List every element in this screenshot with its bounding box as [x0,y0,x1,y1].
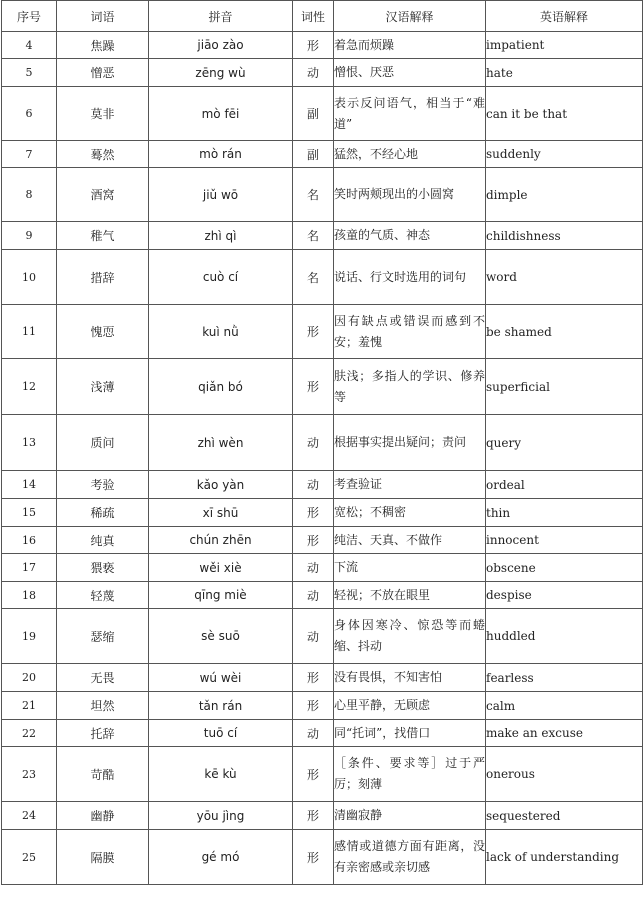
row-chinese-definition: 身体因寒冷、惊恐等而蜷缩、抖动 [334,609,486,664]
row-english-definition: calm [486,692,643,720]
row-english-definition: word [486,250,643,305]
row-part-of-speech: 形 [293,32,334,59]
row-chinese-definition: 清幽寂静 [334,802,486,830]
row-english-definition: be shamed [486,305,643,359]
row-pinyin: zhì qì [149,222,293,250]
row-number: 11 [2,305,57,359]
row-part-of-speech: 形 [293,359,334,415]
row-pinyin: sè suō [149,609,293,664]
table-row [2,168,643,222]
row-chinese-definition: 下流 [334,554,486,582]
row-english-definition: superficial [486,359,643,415]
table-row [2,554,643,582]
row-word: 蓦然 [57,141,149,168]
row-part-of-speech: 形 [293,692,334,720]
row-word: 愧恧 [57,305,149,359]
row-part-of-speech: 形 [293,499,334,527]
row-english-definition: thin [486,499,643,527]
row-number: 17 [2,554,57,582]
row-pinyin: gé mó [149,830,293,885]
row-english-definition: hate [486,59,643,87]
row-part-of-speech: 形 [293,802,334,830]
row-word: 质问 [57,415,149,471]
row-word: 措辞 [57,250,149,305]
table-row [2,415,643,471]
table-row [2,582,643,609]
row-word: 幽静 [57,802,149,830]
row-number: 10 [2,250,57,305]
row-word: 轻蔑 [57,582,149,609]
row-part-of-speech: 名 [293,222,334,250]
row-part-of-speech: 副 [293,87,334,141]
table-row [2,87,643,141]
row-part-of-speech: 动 [293,720,334,747]
header-number: 序号 [2,1,57,32]
row-pinyin: tǎn rán [149,692,293,720]
row-part-of-speech: 动 [293,471,334,499]
table-row [2,59,643,87]
row-pinyin: wú wèi [149,664,293,692]
row-part-of-speech: 副 [293,141,334,168]
row-word: 浅薄 [57,359,149,415]
row-english-definition: make an excuse [486,720,643,747]
row-chinese-definition: 心里平静，无顾虑 [334,692,486,720]
row-pinyin: xī shū [149,499,293,527]
row-number: 5 [2,59,57,87]
header-word: 词语 [57,1,149,32]
header-english-definition: 英语解释 [486,1,643,32]
header-part-of-speech: 词性 [293,1,334,32]
row-chinese-definition: 着急而烦躁 [334,32,486,59]
row-number: 25 [2,830,57,885]
row-part-of-speech: 动 [293,59,334,87]
row-pinyin: mò rán [149,141,293,168]
row-number: 9 [2,222,57,250]
row-number: 14 [2,471,57,499]
row-word: 猥亵 [57,554,149,582]
row-word: 坦然 [57,692,149,720]
row-part-of-speech: 动 [293,609,334,664]
row-number: 22 [2,720,57,747]
row-word: 无畏 [57,664,149,692]
row-pinyin: zhì wèn [149,415,293,471]
row-word: 稀疏 [57,499,149,527]
row-pinyin: zēng wù [149,59,293,87]
table-row [2,32,643,59]
row-number: 23 [2,747,57,802]
header-row [2,1,643,32]
row-english-definition: ordeal [486,471,643,499]
row-pinyin: kuì nǜ [149,305,293,359]
row-chinese-definition: 说话、行文时选用的词句 [334,250,486,305]
row-number: 7 [2,141,57,168]
row-chinese-definition: 轻视；不放在眼里 [334,582,486,609]
table-row [2,802,643,830]
row-english-definition: huddled [486,609,643,664]
row-pinyin: chún zhēn [149,527,293,554]
row-chinese-definition: 宽松；不稠密 [334,499,486,527]
table-row [2,664,643,692]
row-english-definition: suddenly [486,141,643,168]
row-pinyin: qiǎn bó [149,359,293,415]
row-part-of-speech: 形 [293,527,334,554]
table-row [2,747,643,802]
row-word: 瑟缩 [57,609,149,664]
table-row [2,692,643,720]
row-chinese-definition: 因有缺点或错误而感到不安；羞愧 [334,305,486,359]
row-word: 莫非 [57,87,149,141]
row-chinese-definition: 没有畏惧，不知害怕 [334,664,486,692]
row-part-of-speech: 形 [293,664,334,692]
row-pinyin: cuò cí [149,250,293,305]
header-chinese-definition: 汉语解释 [334,1,486,32]
row-chinese-definition: ［条件、要求等］过于严厉；刻薄 [334,747,486,802]
table-row [2,471,643,499]
row-pinyin: kǎo yàn [149,471,293,499]
table-row [2,141,643,168]
row-number: 20 [2,664,57,692]
row-number: 13 [2,415,57,471]
row-word: 稚气 [57,222,149,250]
row-english-definition: lack of understanding [486,830,643,885]
row-chinese-definition: 根据事实提出疑问；责问 [334,415,486,471]
row-part-of-speech: 动 [293,415,334,471]
row-pinyin: kē kù [149,747,293,802]
row-word: 焦躁 [57,32,149,59]
row-english-definition: obscene [486,554,643,582]
row-part-of-speech: 名 [293,250,334,305]
table-row [2,720,643,747]
row-part-of-speech: 形 [293,747,334,802]
row-word: 苛酷 [57,747,149,802]
row-chinese-definition: 表示反问语气，相当于“难道” [334,87,486,141]
row-pinyin: yōu jìng [149,802,293,830]
row-english-definition: despise [486,582,643,609]
row-english-definition: query [486,415,643,471]
row-chinese-definition: 肤浅；多指人的学识、修养等 [334,359,486,415]
row-chinese-definition: 纯洁、天真、不做作 [334,527,486,554]
row-word: 憎恶 [57,59,149,87]
row-pinyin: wěi xiè [149,554,293,582]
row-chinese-definition: 笑时两颊现出的小圆窝 [334,168,486,222]
row-english-definition: innocent [486,527,643,554]
row-number: 21 [2,692,57,720]
row-number: 18 [2,582,57,609]
row-english-definition: sequestered [486,802,643,830]
row-english-definition: childishness [486,222,643,250]
row-word: 考验 [57,471,149,499]
row-chinese-definition: 憎恨、厌恶 [334,59,486,87]
table-row [2,250,643,305]
row-number: 16 [2,527,57,554]
row-word: 纯真 [57,527,149,554]
row-pinyin: tuō cí [149,720,293,747]
row-part-of-speech: 名 [293,168,334,222]
table-row [2,305,643,359]
row-number: 12 [2,359,57,415]
row-pinyin: qīng miè [149,582,293,609]
row-pinyin: jiǔ wō [149,168,293,222]
table-row [2,222,643,250]
table-row [2,499,643,527]
row-number: 24 [2,802,57,830]
row-chinese-definition: 同“托词”，找借口 [334,720,486,747]
row-word: 托辞 [57,720,149,747]
row-number: 8 [2,168,57,222]
row-chinese-definition: 猛然，不经心地 [334,141,486,168]
row-number: 19 [2,609,57,664]
row-pinyin: jiāo zào [149,32,293,59]
row-number: 4 [2,32,57,59]
row-pinyin: mò fēi [149,87,293,141]
header-pinyin: 拼音 [149,1,293,32]
row-english-definition: onerous [486,747,643,802]
row-english-definition: dimple [486,168,643,222]
row-word: 酒窝 [57,168,149,222]
table-row [2,609,643,664]
row-chinese-definition: 感情或道德方面有距离，没有亲密感或亲切感 [334,830,486,885]
table-row [2,830,643,885]
row-chinese-definition: 孩童的气质、神态 [334,222,486,250]
table-row [2,359,643,415]
row-english-definition: fearless [486,664,643,692]
row-chinese-definition: 考查验证 [334,471,486,499]
row-english-definition: can it be that [486,87,643,141]
row-word: 隔膜 [57,830,149,885]
table-row [2,527,643,554]
row-number: 6 [2,87,57,141]
vocabulary-table [1,0,643,885]
row-part-of-speech: 动 [293,582,334,609]
row-part-of-speech: 动 [293,554,334,582]
row-part-of-speech: 形 [293,830,334,885]
row-english-definition: impatient [486,32,643,59]
row-number: 15 [2,499,57,527]
row-part-of-speech: 形 [293,305,334,359]
